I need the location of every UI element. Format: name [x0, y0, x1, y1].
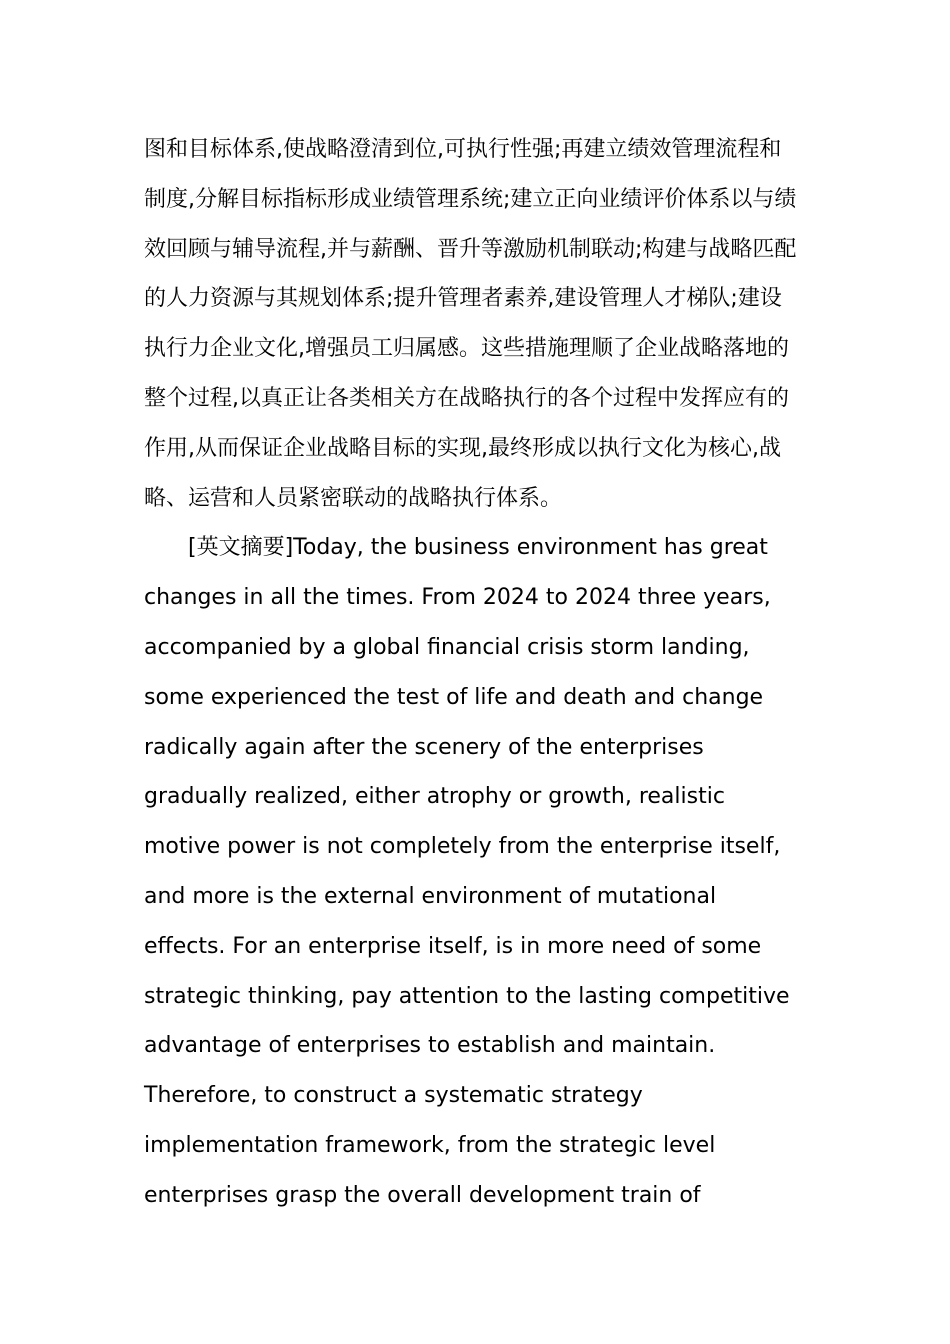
text-line: enterprises grasp the overall development train of — [144, 1182, 701, 1208]
text-line: 略、运营和人员紧密联动的战略执行体系。 — [144, 485, 563, 511]
text-line: changes in all the times. From 2024 to 2024 three years, — [144, 585, 771, 611]
text-line: 的人力资源与其规划体系;提升管理者素养,建设管理人才梯队;建设 — [144, 286, 782, 312]
text-line: 整个过程,以真正让各类相关方在战略执行的各个过程中发挥应有的 — [144, 385, 789, 411]
text-line: gradually realized, either atrophy or growth, realistic — [144, 784, 725, 810]
text-line: 作用,从而保证企业战略目标的实现,最终形成以执行文化为核心,战 — [144, 435, 781, 461]
english-abstract-paragraph — [144, 523, 824, 1220]
text-line: implementation framework, from the strategic level — [144, 1132, 716, 1158]
text-line: 执行力企业文化,增强员工归属感。这些措施理顺了企业战略落地的 — [144, 336, 789, 362]
document-body — [144, 125, 824, 1221]
text-line: accompanied by a global financial crisis storm landing, — [144, 634, 750, 660]
text-line: some experienced the test of life and death and change — [144, 684, 764, 710]
text-line: motive power is not completely from the enterprise itself, — [144, 834, 781, 860]
chinese-abstract-paragraph — [144, 125, 824, 523]
text-line: effects. For an enterprise itself, is in more need of some — [144, 933, 762, 959]
text-line: Therefore, to construct a systematic strategy — [144, 1083, 643, 1109]
text-line: radically again after the scenery of the enterprises — [144, 734, 704, 760]
text-line: advantage of enterprises to establish and maintain. — [144, 1033, 716, 1059]
text-line: strategic thinking, pay attention to the lasting competitive — [144, 983, 790, 1009]
text-line: [英文摘要]Today, the business environment has great — [188, 535, 768, 561]
text-line: and more is the external environment of mutational — [144, 883, 717, 909]
text-line: 图和目标体系,使战略澄清到位,可执行性强;再建立绩效管理流程和 — [144, 137, 782, 162]
text-line: 效回顾与辅导流程,并与薪酬、晋升等激励机制联动;构建与战略匹配 — [144, 236, 797, 262]
text-line: 制度,分解目标指标形成业绩管理系统;建立正向业绩评价体系以与绩 — [144, 186, 797, 212]
